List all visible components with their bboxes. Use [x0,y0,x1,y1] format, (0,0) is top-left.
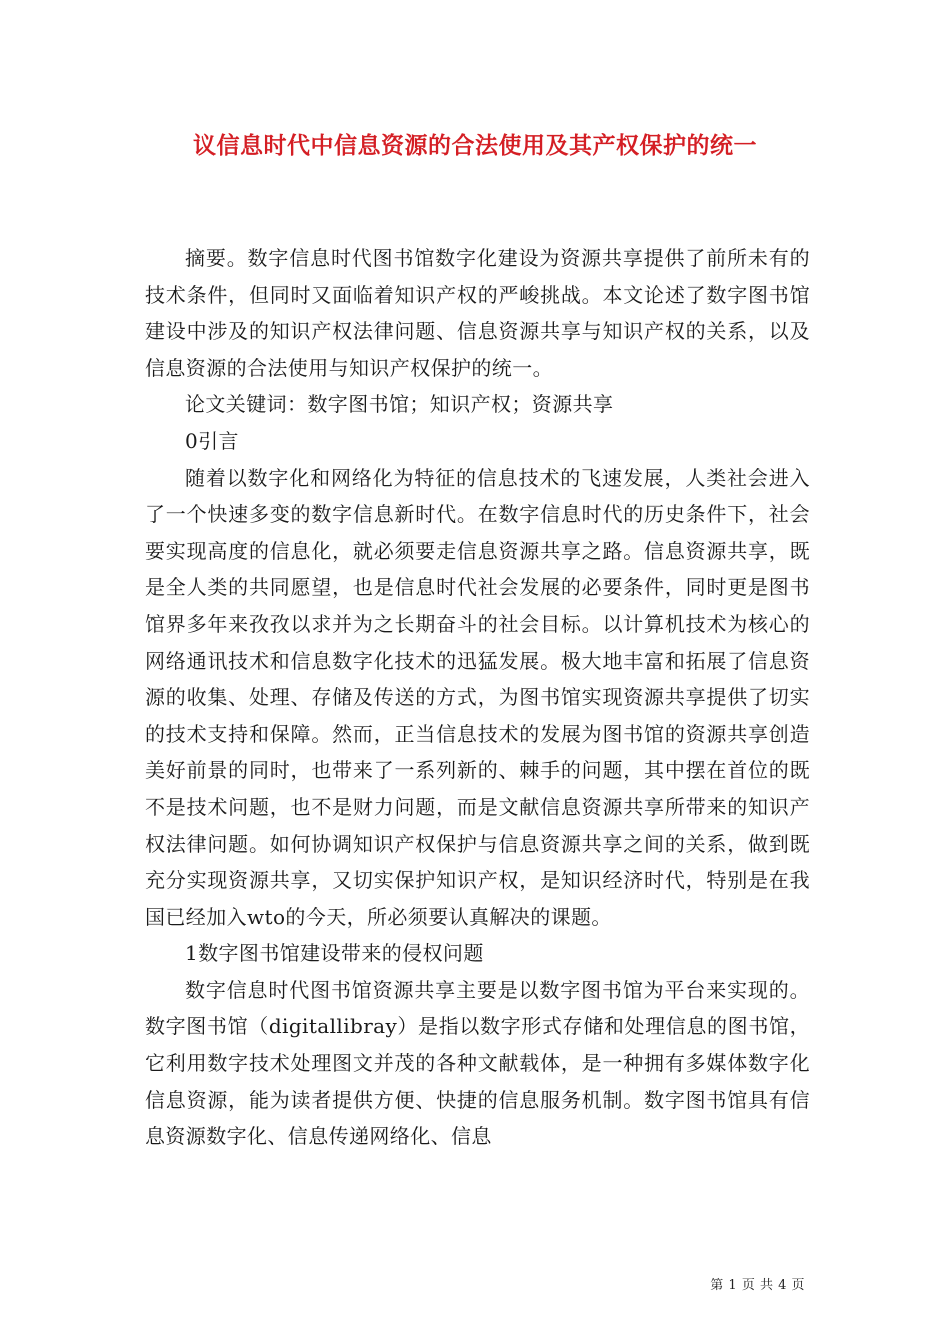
page-footer [710,1274,805,1293]
page-number: 第 1 页 共 4 页 [710,1278,805,1293]
keywords-paragraph: 论文关键词：数字图书馆；知识产权；资源共享 [185,392,614,417]
section-1-paragraph: 数字信息时代图书馆资源共享主要是以数字图书馆为平台来实现的。数字图书馆（digitallibray）是指以数字形式存储和处理信息的图书馆，它利用数字技术处理图文并茂的各种文献载体，是一种拥有多媒体数字化信息资源，能为读者提供方便、快捷的信息服务机制。数字图书馆具有信息资源数字化、信息传递网络化、信息 [145,977,810,1149]
section-heading-introduction: 0引言 [185,428,239,453]
document-title: 议信息时代中信息资源的合法使用及其产权保护的统一 [193,132,757,159]
introduction-paragraph: 随着以数字化和网络化为特征的信息技术的飞速发展，人类社会进入了一个快速多变的数字信息新时代。在数字信息时代的历史条件下，社会要实现高度的信息化，就必须要走信息资源共享之路。信息资源共享，既是全人类的共同愿望，也是信息时代社会发展的必要条件，同时更是图书馆界多年来孜孜以求并为之长期奋斗的社会目标。以计算机技术为核心的网络通讯技术和信息数字化技术的迅猛发展。极大地丰富和拓展了信息资源的收集、处理、存储及传送的方式，为图书馆实现资源共享提供了切实的技术支持和保障。然而，正当信息技术的发展为图书馆的资源共享创造美好前景的同时，也带来了一系列新的、棘手的问题，其中摆在首位的既不是技术问题，也不是财力问题，而是文献信息资源共享所带来的知识产权法律问题。如何协调知识产权保护与信息资源共享之间的关系，做到既充分实现资源共享，又切实保护知识产权，是知识经济时代，特别是在我国已经加入wto的今天，所必须要认真解决的课题。 [145,465,810,929]
abstract-paragraph: 摘要。数字信息时代图书馆数字化建设为资源共享提供了前所未有的技术条件，但同时又面临着知识产权的严峻挑战。本文论述了数字图书馆建设中涉及的知识产权法律问题、信息资源共享与知识产权的关系，以及信息资源的合法使用与知识产权保护的统一。 [145,246,810,380]
section-heading-1: 1数字图书馆建设带来的侵权问题 [185,941,484,966]
document-body [145,240,810,1155]
